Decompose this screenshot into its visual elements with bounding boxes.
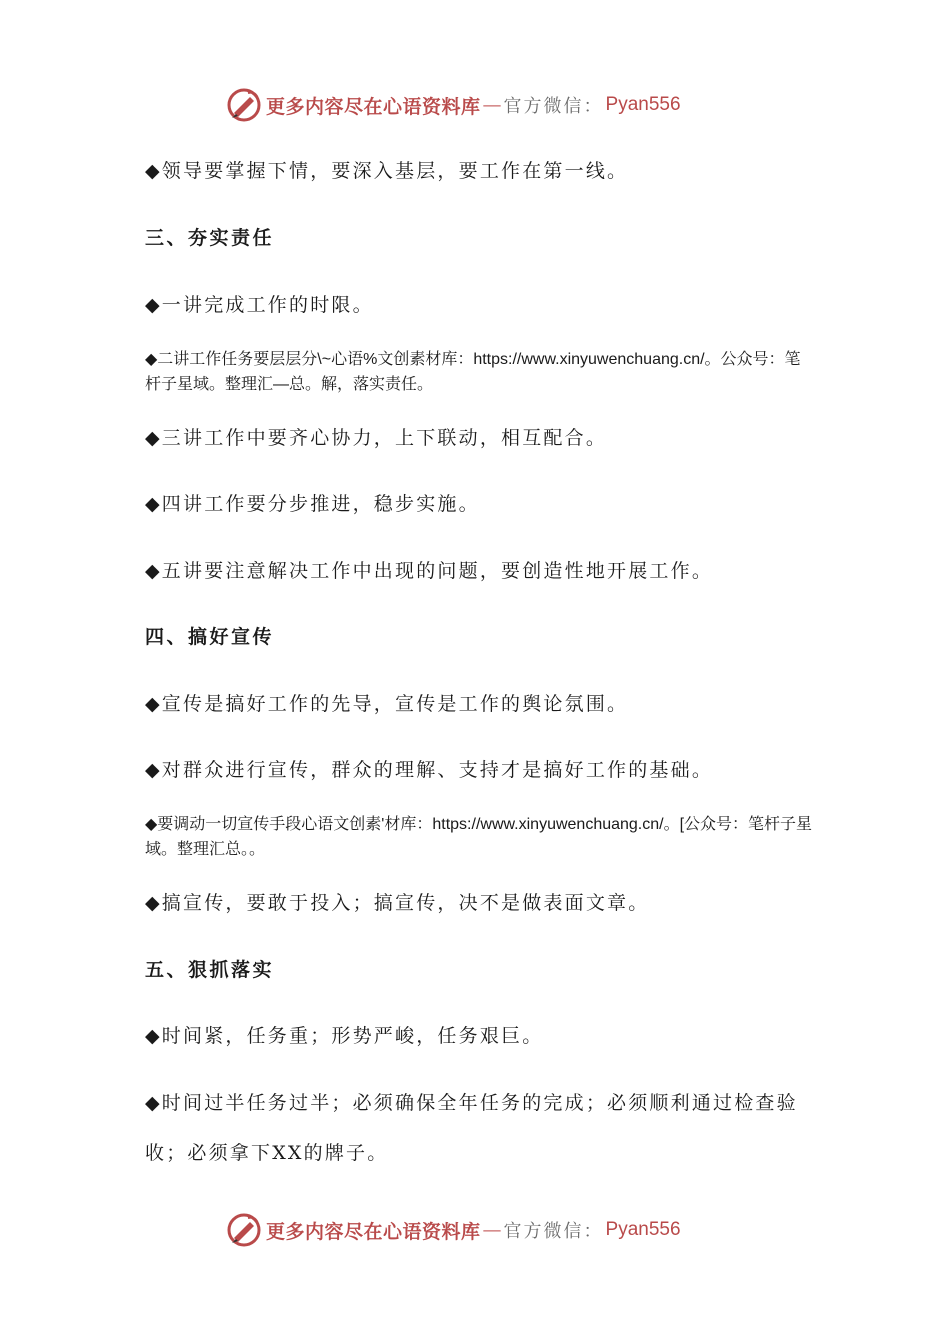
banner-main-text: 更多内容尽在心语资料库 <box>266 95 481 118</box>
paragraph: ◆领导要掌握下情，要深入基层，要工作在第一线。 <box>145 160 629 182</box>
paragraph: ◆对群众进行宣传，群众的理解、支持才是搞好工作的基础。 <box>145 759 714 781</box>
paragraph: ◆四讲工作要分步推进，稳步实施。 <box>145 493 480 515</box>
paragraph: ◆五讲要注意解决工作中出现的问题，要创造性地开展工作。 <box>145 560 714 582</box>
pen-logo-icon <box>226 87 262 123</box>
section-heading: 五、狠抓落实 <box>145 959 275 981</box>
banner-main-text: 更多内容尽在心语资料库 <box>266 1220 481 1243</box>
paragraph: ◆时间紧，任务重；形势严峻，任务艰巨。 <box>145 1025 544 1047</box>
paragraph: ◆一讲完成工作的时限。 <box>145 294 374 316</box>
banner-wechat-id: Pyan556 <box>605 1219 681 1240</box>
section-heading: 四、搞好宣传 <box>145 626 275 648</box>
paragraph: ◆宣传是搞好工作的先导，宣传是工作的舆论氛围。 <box>145 693 629 715</box>
paragraph: ◆搞宣传，要敢于投入；搞宣传，决不是做表面文章。 <box>145 892 650 914</box>
header-banner <box>226 86 681 124</box>
banner-dash: — <box>482 94 502 116</box>
section-heading: 三、夯实责任 <box>145 227 275 249</box>
footer-banner <box>226 1211 681 1249</box>
paragraph-watermark: ◆要调动一切宣传手段心语文创素'材库：https://www.xinyuwenchuang.cn/。[公众号：笔杆子星域。整理汇总。。 <box>145 816 813 858</box>
pen-logo-icon <box>226 1212 262 1248</box>
banner-dash: — <box>482 1219 502 1241</box>
banner-wechat-id: Pyan556 <box>605 94 681 115</box>
paragraph: ◆三讲工作中要齐心协力，上下联动，相互配合。 <box>145 427 608 449</box>
paragraph: ◆时间过半任务过半；必须确保全年任务的完成；必须顺利通过检查验收；必须拿下XX的牌子。 <box>145 1092 798 1164</box>
banner-sub-text: 官方微信： <box>503 96 604 117</box>
banner-sub-text: 官方微信： <box>503 1221 604 1242</box>
paragraph-watermark: ◆二讲工作任务要层层分\~心语%文创素材库：https://www.xinyuwenchuang.cn/。公众号：笔杆子星域。整理汇—总。解，落实责任。 <box>145 351 801 393</box>
